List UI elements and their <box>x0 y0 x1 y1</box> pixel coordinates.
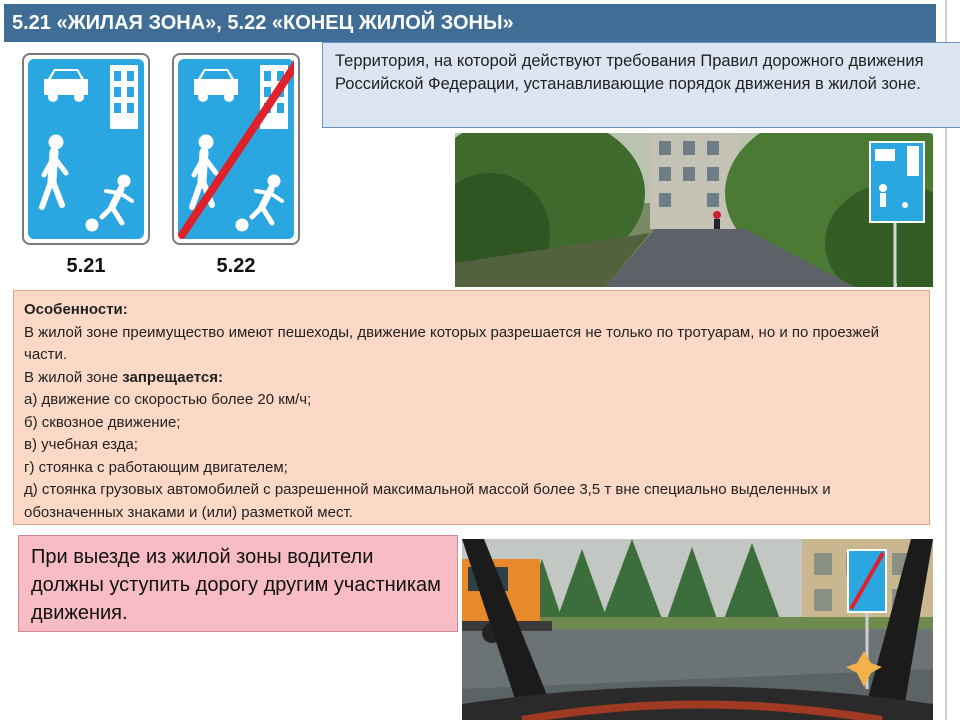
features-prohibited-line <box>24 367 919 390</box>
slide-title: 5.21 «ЖИЛАЯ ЗОНА», 5.22 «КОНЕЦ ЖИЛОЙ ЗОНЫ» <box>4 4 936 42</box>
features-heading: Особенности: <box>24 301 128 318</box>
sign-5-21-label: 5.21 <box>66 255 106 277</box>
prohibited-word: запрещается: <box>122 368 223 386</box>
sign-5-22 <box>172 53 300 245</box>
features-box <box>13 290 930 525</box>
end-of-living-zone-sign-icon <box>178 59 294 239</box>
list-item: д) стоянка грузовых автомобилей с разрешенной максимальной массой более 3,5 т вне специально выделенных и обозначенных знаками и (или) разметкой мест. <box>24 481 831 521</box>
street-photo <box>455 133 933 287</box>
exit-note-box: При выезде из жилой зоны водители должны уступить дорогу другим участникам движения. <box>18 535 458 632</box>
features-priority-text: В жилой зоне преимущество имеют пешеходы, движение которых разрешается не только по тротуарам, но и по проезжей части. <box>24 323 879 363</box>
building-icon <box>110 65 138 129</box>
list-item: б) сквозное движение; <box>24 413 181 431</box>
prohibited-prefix: В жилой зоне <box>24 368 123 386</box>
sign-5-22-label: 5.22 <box>216 255 256 277</box>
list-item: г) стоянка с работающим двигателем; <box>24 458 288 476</box>
driver-view-photo <box>462 539 933 720</box>
living-zone-sign-icon <box>28 59 144 239</box>
list-item: в) учебная езда; <box>24 436 138 453</box>
sign-5-21 <box>22 53 150 245</box>
definition-box: Территория, на которой действуют требования Правил дорожного движения Российской Федерации, устанавливающие порядок движения в жилой зоне. <box>322 42 960 128</box>
list-item: а) движение со скоростью более 20 км/ч; <box>24 391 312 408</box>
